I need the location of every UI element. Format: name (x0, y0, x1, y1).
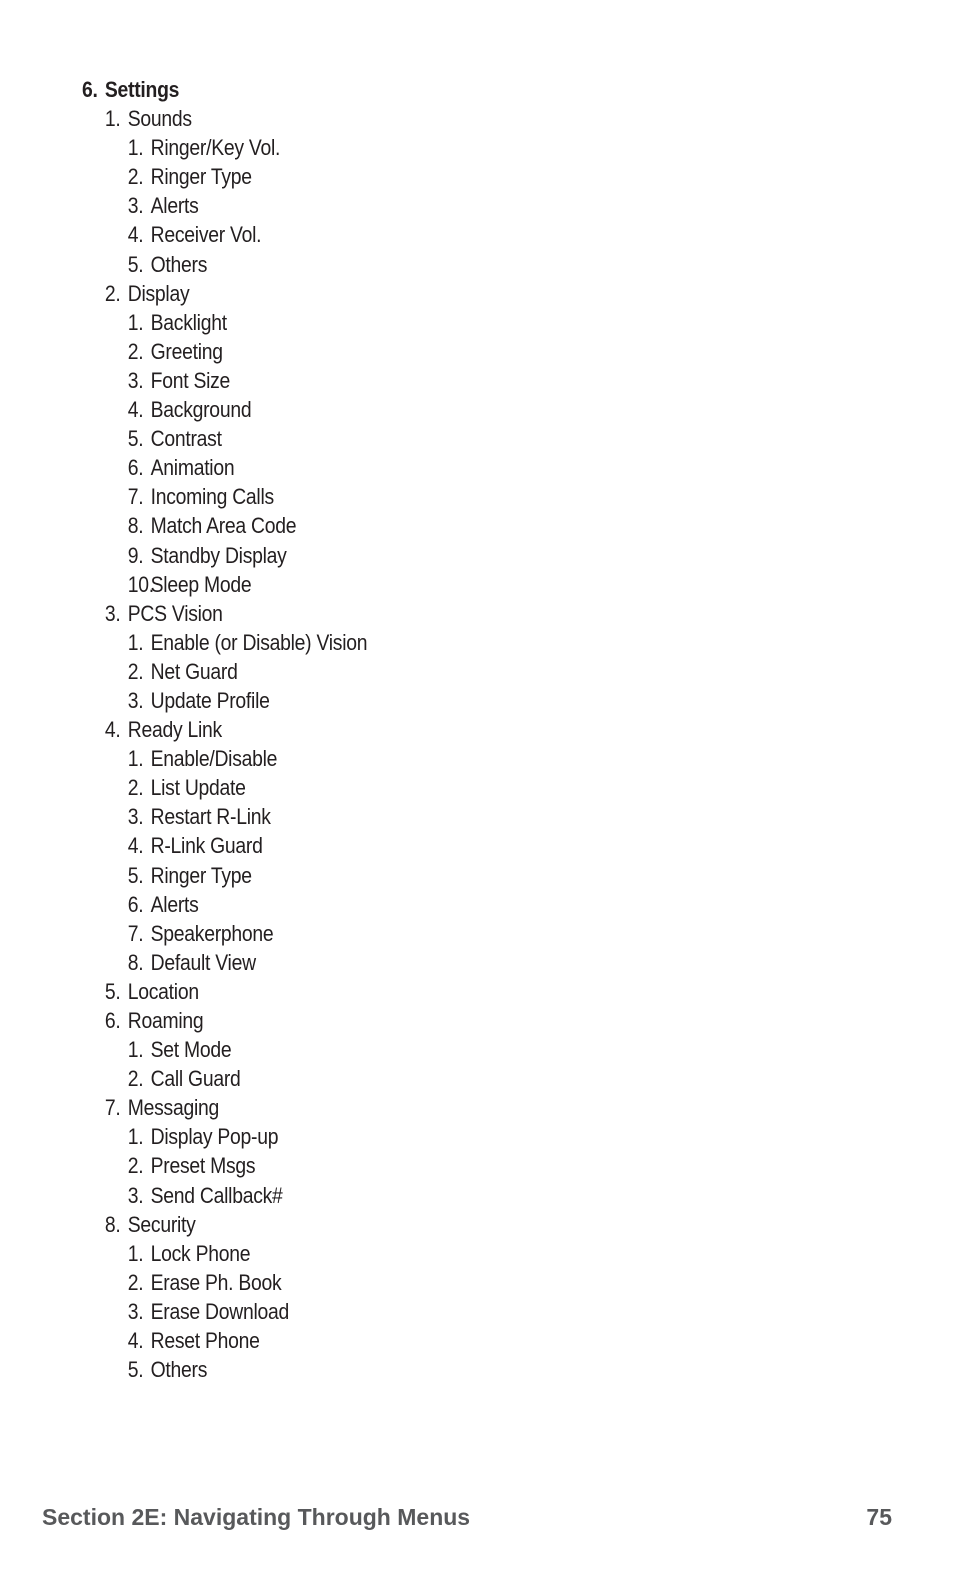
settings-menu-outline (82, 75, 406, 1384)
item-number: 2. (127, 1269, 144, 1295)
item-label: Standby Display (150, 542, 287, 568)
page-footer (42, 1504, 892, 1531)
item-number: 3. (127, 1182, 144, 1208)
item-number: 4. (104, 717, 121, 743)
submenu-item (82, 599, 367, 628)
item-number: 6. (127, 891, 144, 917)
item-label: R-Link Guard (150, 833, 263, 859)
item-number: 3. (104, 600, 121, 626)
item-label: Enable (or Disable) Vision (150, 629, 368, 655)
item-number: 9. (127, 542, 144, 568)
item-number: 7. (127, 484, 144, 510)
menu-option (82, 133, 367, 162)
item-number: 6. (104, 1008, 121, 1033)
menu-option (82, 1326, 367, 1355)
item-label: Restart R-Link (150, 804, 271, 830)
item-number: 5. (127, 1357, 144, 1383)
item-label: Animation (150, 455, 235, 481)
item-number: 2. (127, 338, 144, 364)
item-number: 3. (127, 193, 144, 219)
item-number: 4. (127, 833, 144, 859)
item-label: Backlight (150, 309, 227, 335)
item-label: Roaming (127, 1008, 204, 1033)
item-label: Font Size (150, 367, 231, 393)
item-number: 2. (127, 1066, 144, 1092)
item-label: Erase Ph. Book (150, 1269, 282, 1295)
menu-option (82, 628, 367, 657)
menu-option (82, 773, 367, 802)
menu-option (82, 890, 367, 919)
submenu-item (82, 1210, 367, 1239)
submenu-item (82, 977, 367, 1006)
item-label: Others (150, 251, 208, 277)
menu-option (82, 919, 367, 948)
menu-option (82, 453, 367, 482)
submenu-item (82, 1093, 367, 1122)
item-label: Update Profile (150, 687, 270, 713)
item-label: Net Guard (150, 658, 238, 684)
menu-heading (82, 75, 367, 104)
menu-option (82, 308, 367, 337)
item-label: Ringer/Key Vol. (150, 135, 281, 161)
submenu-item (82, 104, 367, 133)
menu-option (82, 366, 367, 395)
item-number: 2. (127, 775, 144, 801)
item-number: 2. (127, 1153, 144, 1179)
menu-option (82, 1035, 367, 1064)
menu-option (82, 220, 367, 249)
item-number: 4. (127, 222, 144, 248)
menu-option (82, 831, 367, 860)
item-label: Location (127, 978, 199, 1004)
item-label: Others (150, 1357, 208, 1383)
submenu-item (82, 279, 367, 308)
item-number: 1. (127, 309, 144, 335)
item-label: Alerts (150, 891, 199, 917)
item-label: Alerts (150, 193, 199, 219)
item-label: Match Area Code (150, 513, 297, 539)
item-label: Call Guard (150, 1066, 241, 1092)
item-label: Erase Download (150, 1298, 290, 1324)
menu-heading-title: Settings (104, 77, 180, 102)
item-number: 4. (127, 397, 144, 423)
item-number: 1. (127, 1037, 144, 1063)
item-number: 6. (127, 455, 144, 481)
menu-option (82, 1064, 367, 1093)
menu-option (82, 250, 367, 279)
item-number: 2. (104, 280, 121, 306)
item-number: 1. (127, 1240, 144, 1266)
menu-option (82, 1239, 367, 1268)
item-label: List Update (150, 775, 246, 801)
item-label: PCS Vision (127, 600, 223, 626)
item-number: 1. (127, 746, 144, 772)
item-label: Preset Msgs (150, 1153, 256, 1179)
menu-option (82, 337, 367, 366)
item-label: Greeting (150, 338, 223, 364)
menu-option (82, 657, 367, 686)
item-number: 1. (104, 106, 121, 132)
item-number: 3. (127, 1298, 144, 1324)
item-number: 2. (127, 164, 144, 190)
item-label: Sounds (127, 106, 192, 132)
menu-option (82, 395, 367, 424)
item-number: 1. (127, 629, 144, 655)
item-label: Contrast (150, 426, 222, 452)
item-number: 7. (127, 920, 144, 946)
menu-option (82, 1151, 367, 1180)
item-label: Receiver Vol. (150, 222, 262, 248)
menu-heading-number: 6. (82, 77, 98, 102)
menu-option (82, 541, 367, 570)
menu-option (82, 570, 367, 599)
item-number: 5. (127, 426, 144, 452)
item-label: Ringer Type (150, 862, 252, 888)
item-label: Security (127, 1211, 196, 1237)
item-number: 3. (127, 804, 144, 830)
item-number: 1. (127, 135, 144, 161)
item-number: 1. (127, 1124, 144, 1150)
item-label: Lock Phone (150, 1240, 251, 1266)
item-number: 4. (127, 1328, 144, 1354)
menu-option (82, 482, 367, 511)
menu-option (82, 1297, 367, 1326)
menu-option (82, 744, 367, 773)
menu-option (82, 1181, 367, 1210)
item-number: 8. (127, 949, 144, 975)
item-number: 7. (104, 1095, 121, 1121)
item-label: Background (150, 397, 252, 423)
item-label: Reset Phone (150, 1328, 260, 1354)
menu-option (82, 1355, 367, 1384)
item-number: 8. (127, 513, 144, 539)
menu-option (82, 686, 367, 715)
menu-option (82, 511, 367, 540)
item-number: 5. (127, 251, 144, 277)
item-label: Display (127, 280, 190, 306)
menu-option (82, 1122, 367, 1151)
item-number: 2. (127, 658, 144, 684)
item-number: 3. (127, 687, 144, 713)
menu-option (82, 1268, 367, 1297)
page-number: 75 (866, 1504, 892, 1530)
item-label: Ringer Type (150, 164, 252, 190)
menu-option (82, 162, 367, 191)
menu-option (82, 191, 367, 220)
item-label: Sleep Mode (150, 571, 252, 597)
item-label: Enable/Disable (150, 746, 278, 772)
item-number: 10. (127, 571, 154, 597)
item-label: Set Mode (150, 1037, 232, 1063)
item-label: Messaging (127, 1095, 220, 1121)
item-number: 5. (127, 862, 144, 888)
item-number: 5. (104, 978, 121, 1004)
menu-option (82, 948, 367, 977)
item-label: Speakerphone (150, 920, 274, 946)
submenu-item (82, 1006, 367, 1035)
menu-option (82, 861, 367, 890)
menu-option (82, 424, 367, 453)
section-title: Section 2E: Navigating Through Menus (42, 1504, 471, 1530)
item-number: 8. (104, 1211, 121, 1237)
menu-option (82, 802, 367, 831)
item-label: Send Callback# (150, 1182, 283, 1208)
item-label: Default View (150, 949, 256, 975)
item-number: 3. (127, 367, 144, 393)
item-label: Incoming Calls (150, 484, 274, 510)
item-label: Display Pop-up (150, 1124, 279, 1150)
submenu-item (82, 715, 367, 744)
item-label: Ready Link (127, 717, 222, 743)
